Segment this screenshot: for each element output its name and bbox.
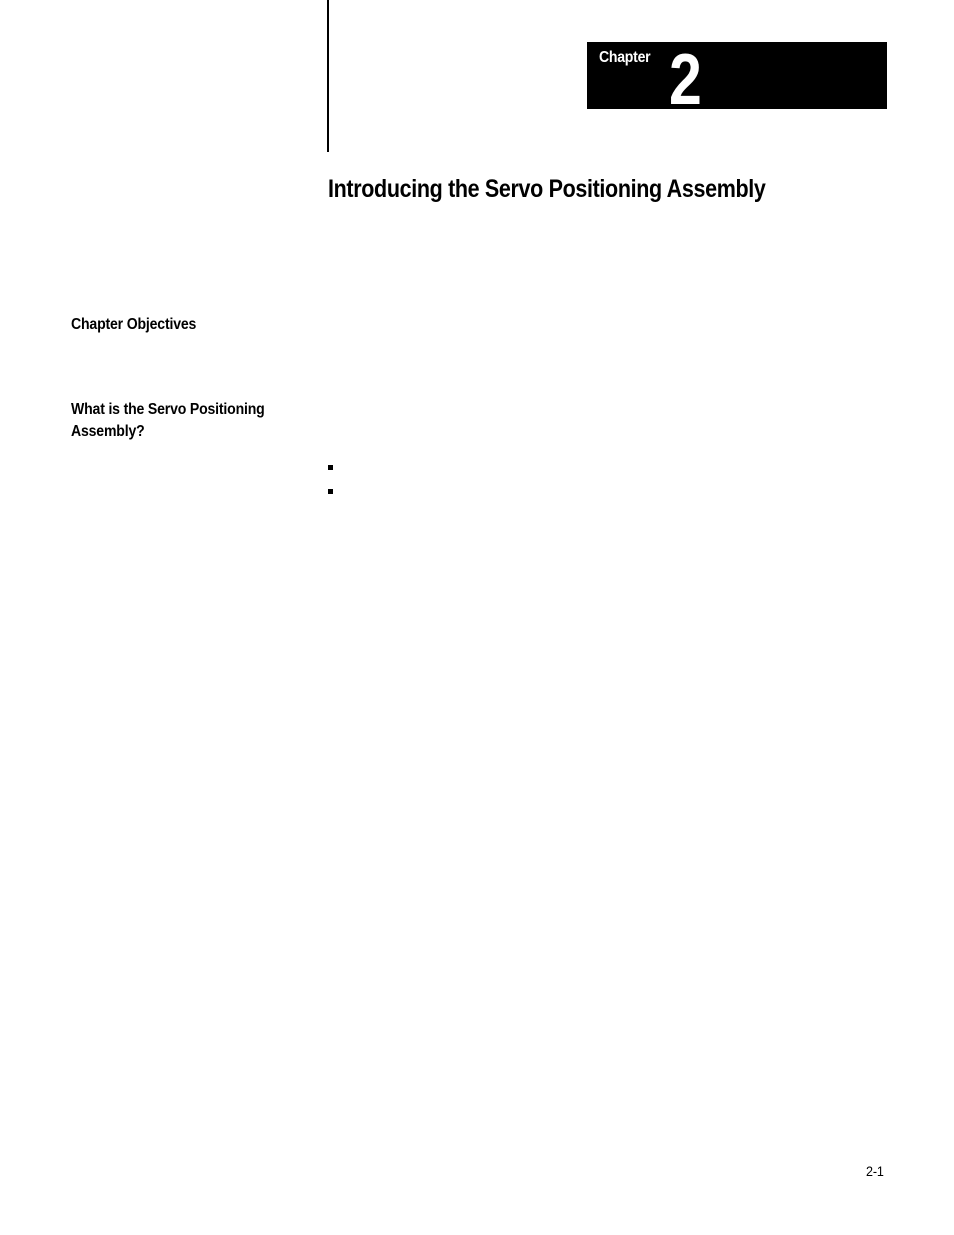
chapter-number: 2 (669, 42, 702, 109)
chapter-label: Chapter (599, 49, 651, 66)
page-number: 2-1 (866, 1163, 884, 1179)
section-heading-what-is-assembly: What is the Servo Positioning Assembly? (71, 401, 265, 440)
bullet-marker (328, 465, 333, 470)
section-heading-chapter-objectives: Chapter Objectives (71, 316, 197, 333)
bullet-marker (328, 489, 333, 494)
page-title: Introducing the Servo Positioning Assembly (328, 175, 766, 203)
margin-rule (327, 0, 329, 152)
chapter-tab (587, 42, 887, 109)
